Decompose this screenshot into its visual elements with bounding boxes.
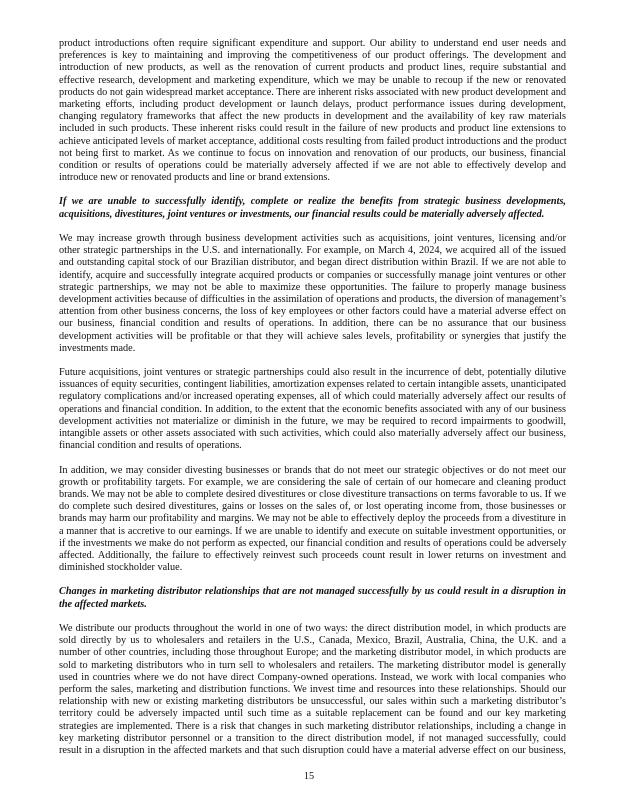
section-heading bbox=[59, 586, 566, 610]
text-line: a manner that is accretive to our earnings. If we are unable to identify and execute on suitable investment opportunities, or bbox=[59, 525, 566, 537]
text-line: effective research, development and marketing expenditure, which we may be unable to recoup if the new or renovated bbox=[59, 74, 566, 86]
body-paragraph bbox=[59, 465, 566, 575]
text-line: our business, financial condition and results of operations. In addition, there can be no assurance that our business bbox=[59, 318, 566, 330]
body-paragraph bbox=[59, 38, 566, 184]
text-line: products do not gain widespread market acceptance. There are inherent risks associated with new product development and bbox=[59, 86, 566, 98]
text-line: perform the sales, marketing and distribution functions. We invest time and resources into these relationships. Should our bbox=[59, 683, 566, 695]
text-line: issuances of equity securities, contingent liabilities, amortization expenses related to certain intangible assets, unanticipated bbox=[59, 379, 566, 391]
text-line: If we are unable to successfully identify, complete or realize the benefits from strategic business developments, bbox=[59, 196, 566, 208]
text-line: sold to marketing distributors who in turn sell to wholesalers and retailers. The marketing distributor model is generally bbox=[59, 659, 566, 671]
text-line: affected. Additionally, the failure to effectively reinvest such proceeds count result in lower returns on investment and bbox=[59, 549, 566, 561]
text-line: Future acquisitions, joint ventures or strategic partnerships could also result in the incurrence of debt, potentially dilutive bbox=[59, 367, 566, 379]
page-number: 15 bbox=[303, 771, 315, 782]
text-line: identify, acquire and successfully integrate acquired products or companies or successfully manage joint ventures or other bbox=[59, 269, 566, 281]
text-line: operations and financial condition. In addition, to the extent that the economic benefits associated with any of our business bbox=[59, 403, 566, 415]
text-line: do complete such desired divestitures, gains or losses on the sales of, or lost operating income from, those businesses or bbox=[59, 501, 566, 513]
text-line: acquisitions, divestitures, joint ventures or investments, our financial results could be materially adversely affected. bbox=[59, 208, 545, 220]
text-line: development activities because of difficulties in the assimilation of operations and products, the diversion of management’s bbox=[59, 293, 566, 305]
text-line: used in countries where we do not have direct Company-owned operations. Instead, we work with local companies who bbox=[59, 671, 566, 683]
text-line: attention from other business concerns, the loss of key employees or other factors could have a material adverse effect on bbox=[59, 306, 566, 318]
text-line: We may increase growth through business development activities such as acquisitions, joint ventures, licensing and/or bbox=[59, 233, 566, 244]
text-line: growth or profitability targets. For example, we are considering the sale of certain of our homecare and cleaning product bbox=[59, 476, 566, 488]
text-line: the affected markets. bbox=[59, 598, 147, 610]
text-line: achieve anticipated levels of market acceptance, additional costs resulting from failed product introductions and the product bbox=[59, 135, 567, 147]
text-line: brands may harm our profitability and margins. We may not be able to effectively deploy the proceeds from a divestiture in bbox=[59, 513, 566, 525]
text-line: relationship with new or existing marketing distributors be unsuccessful, our sales within such a marketing distributor’s bbox=[59, 696, 566, 708]
text-line: not being first to market. As we continue to focus on innovation and renovation of our products, our business, financial bbox=[59, 147, 566, 159]
text-line: strategic partnerships, we may not be able to maximize these opportunities. The failure to properly manage business bbox=[59, 281, 566, 293]
body-paragraph bbox=[59, 367, 566, 452]
text-line: number of other countries, including those throughout Europe; and the marketing distributor model, in which products are bbox=[59, 647, 566, 659]
text-line: strategies are implemented. There is a risk that changes in such marketing distributor relationships, including a change in bbox=[59, 720, 566, 732]
text-line: changing regulatory frameworks that affect the new products in development and the availability of key raw materials bbox=[59, 111, 566, 123]
text-line: financial condition and results of operations. bbox=[59, 440, 242, 452]
text-line: intangible assets or other assets associated with such activities, which could also materially adversely affect our business, bbox=[59, 428, 566, 439]
text-line: introduce new or renovated products and line or brand extensions. bbox=[59, 172, 330, 184]
text-line: marketing efforts, including product development or launch delays, product performance issues during development, bbox=[59, 98, 566, 110]
text-line: diminished stockholder value. bbox=[59, 562, 183, 574]
body-paragraph bbox=[59, 623, 566, 757]
text-line: other strategic partnerships in the U.S. and internationally. For example, on March 4, 2024, we acquired all of the issued bbox=[59, 245, 566, 257]
text-line: sold directly by us to wholesalers and retailers in the U.S., Canada, Mexico, Brazil, Australia, China, the U.K. and a bbox=[59, 635, 566, 647]
section-heading bbox=[59, 196, 566, 220]
body-paragraph bbox=[59, 233, 566, 355]
text-line: investments made. bbox=[59, 342, 136, 354]
text-line: development activities not materialize or diminish in the future, we may be required to record impairments to goodwill, bbox=[59, 415, 566, 427]
text-line: key marketing distributor personnel or a transition to the direct distribution model, if not managed successfully, could bbox=[59, 732, 566, 744]
text-line: if the investments we make do not perform as expected, our financial condition and results of operations could be adversely bbox=[59, 537, 567, 549]
text-line: regulatory complications and/or increased operating expenses, all of which could materially adversely affect our results of bbox=[59, 391, 566, 403]
text-line: condition or results of operations could be materially adversely affected if we are not able to effectively develop and bbox=[59, 159, 566, 171]
text-line: included in such products. These inherent risks could result in the failure of new products and product line extensions to bbox=[59, 123, 566, 135]
text-line: We distribute our products throughout the world in one of two ways: the direct distribution model, in which products are bbox=[59, 623, 566, 634]
text-line: In addition, we may consider divesting businesses or brands that do not meet our strategic objectives or do not meet our bbox=[59, 464, 566, 476]
text-line: brands. We may not be able to complete desired divestitures or close divestiture transactions on terms favorable to us. If we bbox=[59, 488, 566, 500]
text-line: introduction of new products, as well as the renovation of current products and product lines, require substantial and bbox=[59, 62, 566, 74]
text-line: and outstanding capital stock of our Brazilian distributor, and began direct distribution within Brazil. If we are not able to bbox=[59, 257, 566, 269]
text-line: Changes in marketing distributor relationships that are not managed successfully by us could result in a disruption in bbox=[59, 586, 566, 598]
document-body bbox=[59, 38, 566, 769]
text-line: result in a disruption in the affected markets and that such disruption could have a material adverse effect on our business, bbox=[59, 744, 566, 756]
text-line: development activities will be profitable or that they will achieve sales levels, profitability or synergies that justify the bbox=[59, 330, 566, 342]
text-line: product introductions often require significant expenditure and support. Our ability to understand end user needs and bbox=[59, 38, 566, 49]
text-line: preferences is key to maintaining and improving the competitiveness of our product offerings. The development and bbox=[59, 50, 566, 62]
text-line: territory could be adversely impacted until such time as a suitable replacement can be found and our key marketing bbox=[59, 708, 566, 720]
